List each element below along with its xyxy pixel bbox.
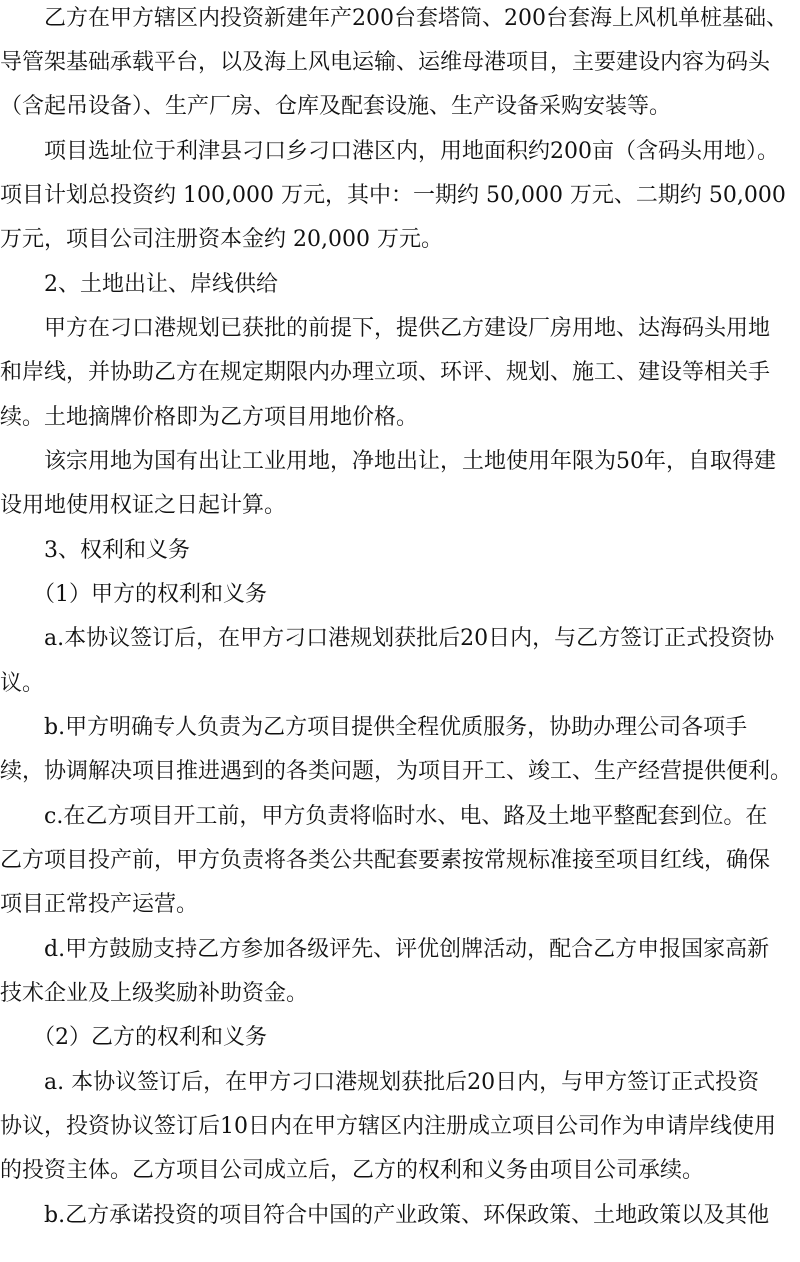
- text-line: b.乙方承诺投资的项目符合中国的产业政策、环保政策、土地政策以及其他: [0, 1203, 770, 1228]
- text-line: 和岸线，并协助乙方在规定期限内办理立项、环评、规划、施工、建设等相关手: [0, 360, 771, 385]
- text-line: 议。: [0, 671, 45, 696]
- text-line: 的投资主体。乙方项目公司成立后，乙方的权利和义务由项目公司承续。: [0, 1158, 705, 1183]
- text-line: a. 本协议签订后，在甲方刁口港规划获批后20日内，与甲方签订正式投资: [0, 1070, 760, 1095]
- subsection-heading: （2）乙方的权利和义务: [0, 1025, 267, 1050]
- text-line: d.甲方鼓励支持乙方参加各级评先、评优创牌活动，配合乙方申报国家高新: [0, 937, 770, 962]
- text-line: 乙方项目投产前，甲方负责将各类公共配套要素按常规标准接至项目红线，确保: [0, 848, 771, 873]
- text-line: 技术企业及上级奖励补助资金。: [0, 981, 309, 1006]
- text-line: 甲方在刁口港规划已获批的前提下，提供乙方建设厂房用地、达海码头用地: [0, 316, 771, 341]
- text-line: 导管架基础承载平台，以及海上风电运输、运维母港项目，主要建设内容为码头: [0, 50, 771, 75]
- text-line: 设用地使用权证之日起计算。: [0, 493, 287, 518]
- text-line: 续，协调解决项目推进遇到的各类问题，为项目开工、竣工、生产经营提供便利。: [0, 759, 793, 784]
- text-line: 项目正常投产运营。: [0, 892, 199, 917]
- section-heading: 2、土地出让、岸线供给: [0, 272, 278, 297]
- text-line: 项目计划总投资约 100,000 万元，其中：一期约 50,000 万元、二期约 50,000: [0, 183, 786, 208]
- section-heading: 3、权利和义务: [0, 538, 190, 563]
- text-line: 协议，投资协议签订后10日内在甲方辖区内注册成立项目公司作为申请岸线使用: [0, 1114, 776, 1139]
- text-line: 续。土地摘牌价格即为乙方项目用地价格。: [0, 405, 419, 430]
- text-line: b.甲方明确专人负责为乙方项目提供全程优质服务，协助办理公司各项手: [0, 715, 748, 740]
- subsection-heading: （1）甲方的权利和义务: [0, 582, 267, 607]
- text-line: 该宗用地为国有出让工业用地，净地出让，土地使用年限为50年，自取得建: [0, 449, 776, 474]
- text-line: c.在乙方项目开工前，甲方负责将临时水、电、路及土地平整配套到位。在: [0, 804, 768, 829]
- text-line: 万元，项目公司注册资本金约 20,000 万元。: [0, 227, 443, 252]
- text-line: （含起吊设备）、生产厂房、仓库及配套设施、生产设备采购安装等。: [0, 94, 672, 119]
- text-line: 项目选址位于利津县刁口乡刁口港区内，用地面积约200亩（含码头用地）。: [0, 139, 779, 164]
- text-line: 乙方在甲方辖区内投资新建年产200台套塔筒、200台套海上风机单桩基础、: [0, 6, 788, 31]
- text-line: a.本协议签订后，在甲方刁口港规划获批后20日内，与乙方签订正式投资协: [0, 626, 775, 651]
